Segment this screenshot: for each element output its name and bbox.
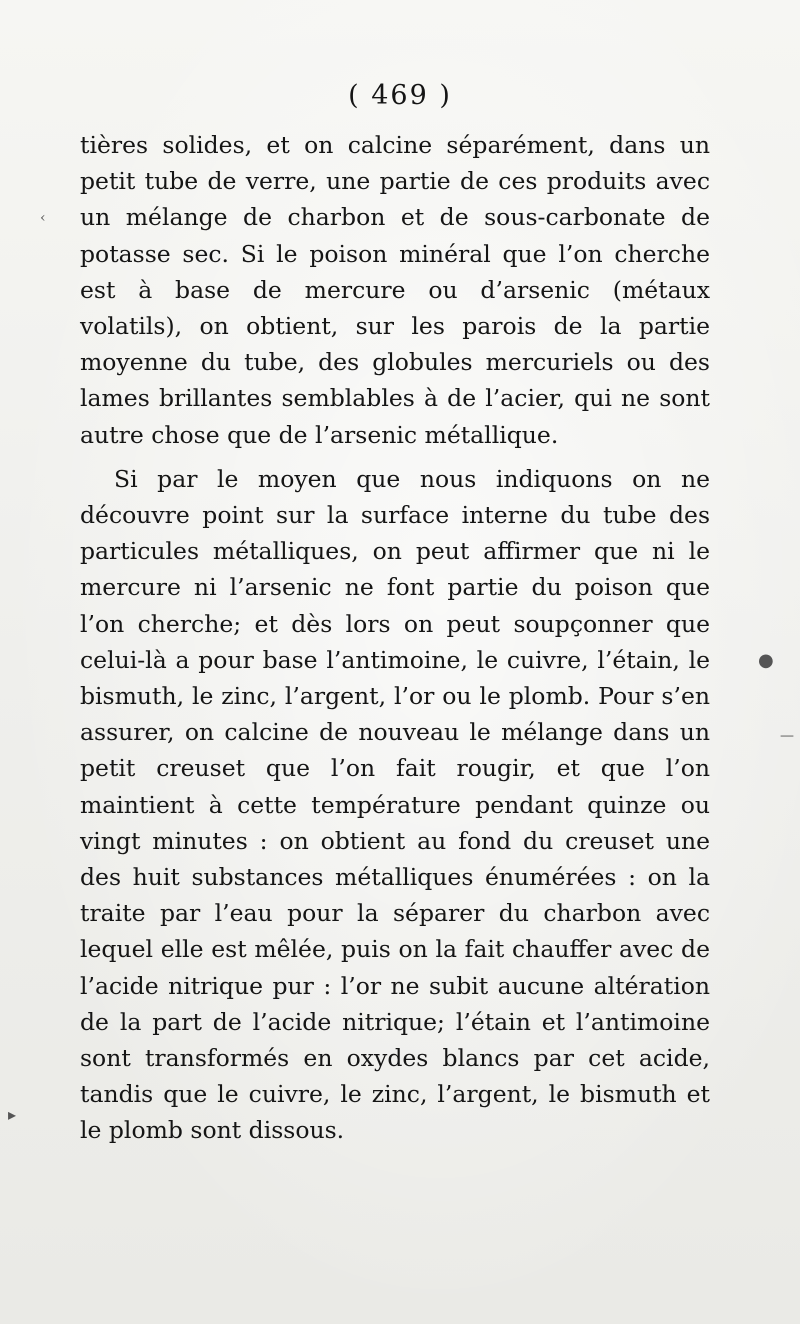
margin-tick-icon: — — [780, 728, 794, 744]
paragraph-1: tières solides, et on calcine séparément, dans un petit tube de verre, une partie de ces produits avec un mélange de charbon et de sous-carbonate de potasse sec. Si le poison minéral que l’on cherche est à base de mercure ou d’arsenic (métaux volatils), on obtient, sur les parois de la partie moyenne du tube, des globules mercuriels ou des lames brillantes semblables à de l’acier, qui ne sont autre chose que de l’arsenic métallique. — [80, 131, 710, 449]
page-number: ( 469 ) — [348, 80, 452, 111]
paragraph-2: Si par le moyen que nous indiquons on ne découvre point sur la surface interne du tube des particules métalliques, on peut affirmer que ni le mercure ni l’arsenic ne font partie du poison que l’on cherche; et dès lors on peut soupçonner que celui-là a pour base l’antimoine, le cuivre, l’étain, le bismuth, le zinc, l’argent, l’or ou le plomb. Pour s’en assurer, on calcine de nouveau le mélange dans un petit creuset que l’on fait rougir, et que l’on maintient à cette température pendant quinze ou vingt minutes : on obtient au fond du creuset une des huit substances métalliques énumérées : on la traite par l’eau pour la séparer du charbon avec lequel elle est mêlée, puis on la fait chauffer avec de l’acide nitrique pur : l’or ne subit aucune altération de la part de l’acide nitrique; l’étain et l’antimoine sont transformés en oxydes blancs par cet acide, tandis que le cuivre, le zinc, l’argent, le bismuth et le plomb sont dissous. — [80, 464, 710, 1145]
body-text — [80, 127, 710, 1149]
margin-smudge-icon: ● — [758, 650, 774, 671]
left-margin-mark-icon: ‹ — [40, 210, 46, 226]
bottom-left-mark-icon: ▸ — [8, 1105, 17, 1124]
